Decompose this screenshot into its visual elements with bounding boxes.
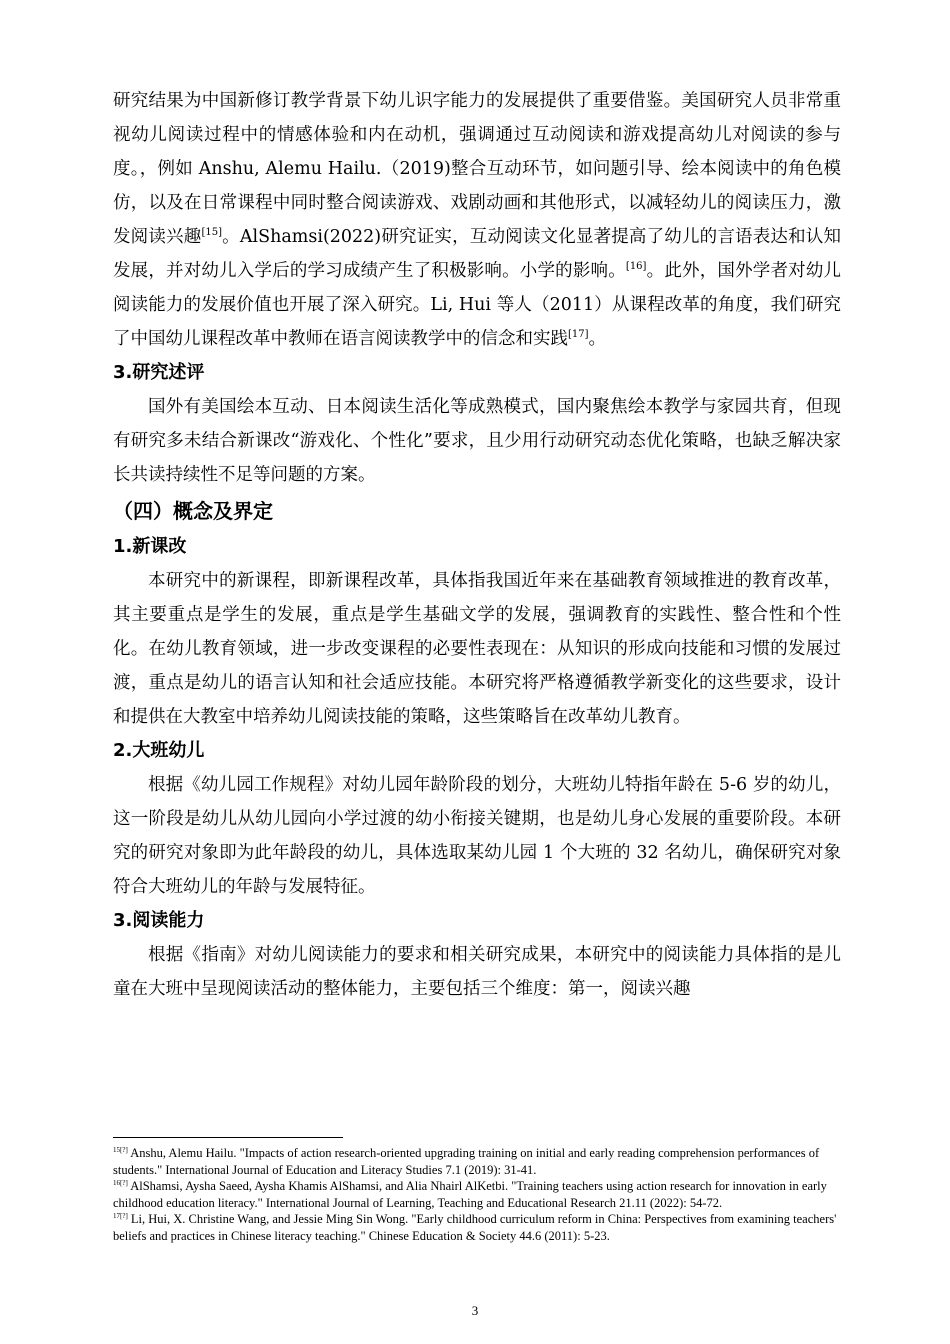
footnote-text: AlShamsi, Aysha Saeed, Aysha Khamis AlShamsi, and Alia Nhairl AlKetbi. "Training teachers using action research for innovation in early childhood education literacy." International Journal of Learning, Teaching and Educational Research 21.11 (2022): 54-72. (113, 1179, 827, 1210)
footnote-17 (113, 1211, 841, 1244)
footnotes (113, 1145, 841, 1244)
heading-reading-ability: 3.阅读能力 (113, 910, 205, 931)
page-number: 3 (471, 1303, 479, 1318)
footnote-mark: 15[?] (113, 1146, 128, 1154)
paragraph-new-curriculum: 本研究中的新课程，即新课程改革，具体指我国近年来在基础教育领域推进的教育改革，其主要重点是学生的发展，重点是学生基础文学的发展，强调教育的实践性、整合性和个性化。在幼儿教育领域，进一步改变课程的必要性表现在：从知识的形成向技能和习惯的发展过渡，重点是幼儿的语言认知和社会适应技能。本研究将严格遵循教学新变化的这些要求，设计和提供在大教室中培养幼儿阅读技能的策略，这些策略旨在改革幼儿教育。 (113, 571, 841, 727)
main-body (113, 84, 841, 1006)
citation-17: [17] (568, 329, 589, 340)
heading-senior-class: 2.大班幼儿 (113, 740, 205, 761)
footnote-16 (113, 1178, 841, 1211)
heading-new-curriculum: 1.新课改 (113, 536, 187, 557)
heading-research-review: 3.研究述评 (113, 362, 205, 383)
paragraph-text: 。AlShamsi(2022)研究证实，互动阅读文化显著提高了幼儿的言语表达和认知发展，并对幼儿入学后的学习成绩产生了积极影响。小学的影响。 (113, 227, 841, 281)
footnote-mark: 17[?] (113, 1212, 128, 1220)
citation-15: [15] (201, 227, 222, 238)
paragraph-reading-ability: 根据《指南》对幼儿阅读能力的要求和相关研究成果，本研究中的阅读能力具体指的是儿童在大班中呈现阅读活动的整体能力，主要包括三个维度：第一，阅读兴趣 (113, 945, 841, 999)
paragraph-foreign-research (113, 84, 841, 356)
footnote-mark: 16[?] (113, 1179, 128, 1187)
heading-concepts: （四）概念及界定 (113, 499, 273, 523)
footnote-divider (113, 1137, 343, 1138)
footnote-text: Li, Hui, X. Christine Wang, and Jessie Ming Sin Wong. "Early childhood curriculum reform in China: Perspectives from examining teachers' beliefs and practices in Chinese literacy teaching." Chinese Education & Society 44.6 (2011): 5-23. (113, 1212, 837, 1243)
footnote-15 (113, 1145, 841, 1178)
paragraph-text: 研究结果为中国新修订教学背景下幼儿识字能力的发展提供了重要借鉴。美国研究人员非常重视幼儿阅读过程中的情感体验和内在动机，强调通过互动阅读和游戏提高幼儿对阅读的参与度。，例如 Anshu, Alemu Hailu.（2019)整合互动环节，如问题引导、绘本阅读中的角色模仿，以及在日常课程中同时整合阅读游戏、戏剧动画和其他形式，以减轻幼儿的阅读压力，激发阅读兴趣 (113, 91, 841, 247)
citation-16: [16] (625, 261, 647, 272)
paragraph-senior-class: 根据《幼儿园工作规程》对幼儿园年龄阶段的划分，大班幼儿特指年龄在 5-6 岁的幼儿，这一阶段是幼儿从幼儿园向小学过渡的幼小衔接关键期，也是幼儿身心发展的重要阶段。本研究的研究对象即为此年龄段的幼儿，具体选取某幼儿园 1 个大班的 32 名幼儿，确保研究对象符合大班幼儿的年龄与发展特征。 (113, 775, 841, 897)
paragraph-text: 。此外，国外学者对幼儿阅读能力的发展价值也开展了深入研究。Li, Hui 等人（2011）从课程改革的角度，我们研究了中国幼儿课程改革中教师在语言阅读教学中的信念和实践 (113, 261, 842, 349)
footnote-text: Anshu, Alemu Hailu. "Impacts of action research-oriented upgrading training on initial and early reading comprehension performances of students." International Journal of Education and Literacy Studies 7.1 (2019): 31-41. (113, 1146, 820, 1177)
paragraph-research-review: 国外有美国绘本互动、日本阅读生活化等成熟模式，国内聚焦绘本教学与家园共育，但现有研究多未结合新课改“游戏化、个性化”要求，且少用行动研究动态优化策略，也缺乏解决家长共读持续性不足等问题的方案。 (113, 397, 841, 485)
paragraph-text: 。 (588, 329, 607, 349)
